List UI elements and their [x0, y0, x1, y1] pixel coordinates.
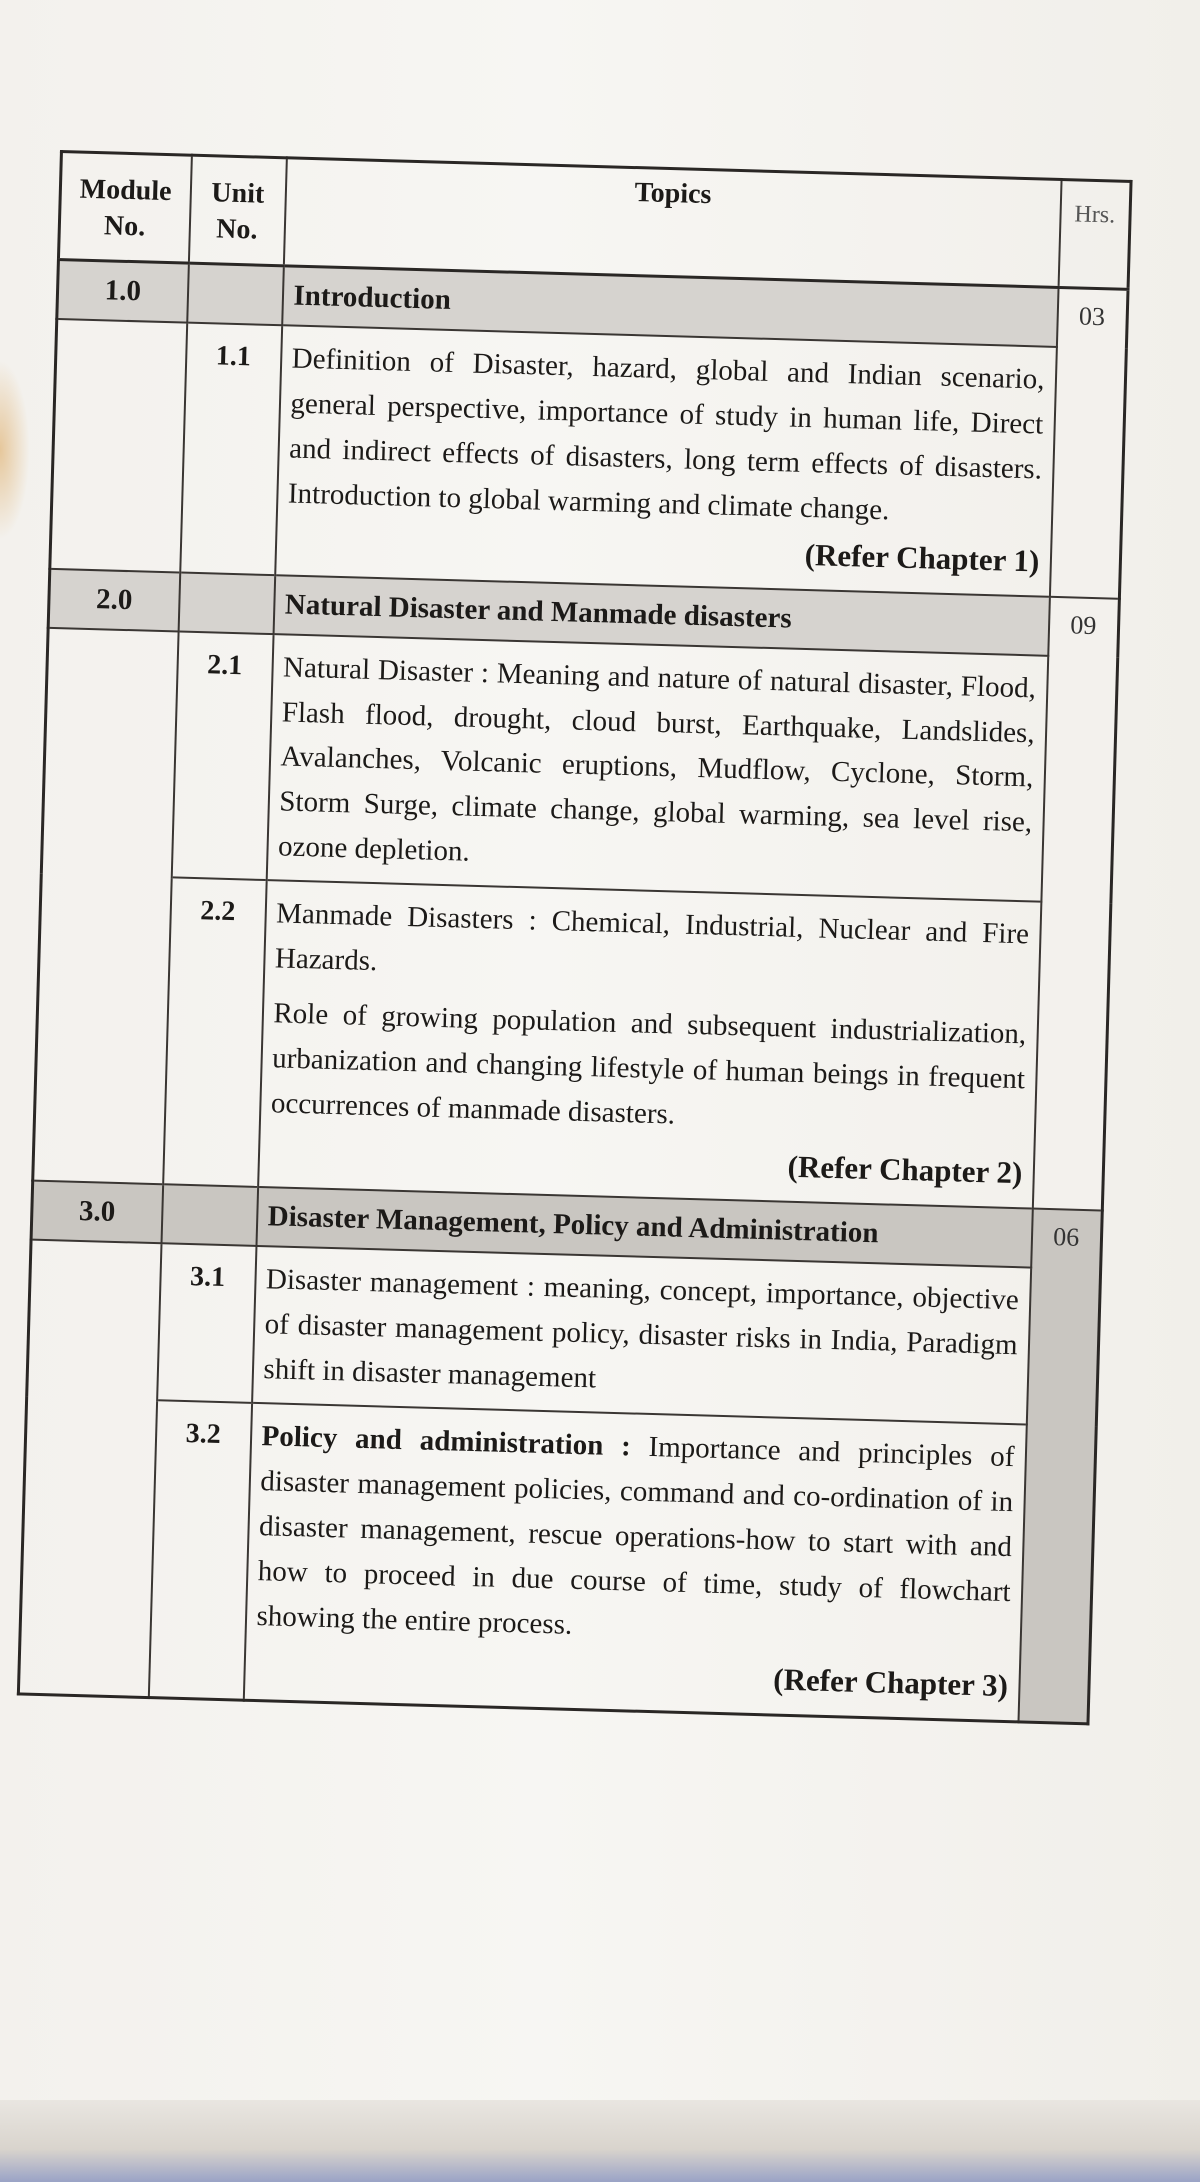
unit-number: 3.2 — [148, 1400, 251, 1700]
unit-number: 1.1 — [180, 322, 282, 574]
unit-topic — [275, 325, 1057, 596]
unit-number: 3.1 — [157, 1243, 256, 1402]
module-hours: 06 — [1018, 1209, 1102, 1724]
module-unit-empty — [178, 572, 275, 634]
syllabus-table-wrapper — [17, 150, 1180, 1726]
unit-row-2-2 — [33, 874, 1111, 1210]
module-cell-empty — [50, 319, 187, 572]
chapter-reference: (Refer Chapter 3) — [772, 1661, 1009, 1703]
unit-row-2-1 — [41, 627, 1117, 903]
module-hours: 09 — [1032, 596, 1119, 1210]
unit-row-3-1 — [27, 1240, 1101, 1427]
module-cell-empty — [18, 1396, 156, 1697]
unit-number: 2.1 — [171, 631, 273, 880]
unit-row-3-2 — [18, 1396, 1096, 1723]
unit-topic — [243, 1403, 1026, 1722]
module-number: 2.0 — [48, 568, 180, 631]
unit-row-1-1 — [50, 319, 1127, 599]
unit-topic-lead: Policy and administration : — [261, 1419, 632, 1463]
module-title: Disaster Management, Policy and Administration — [256, 1187, 1032, 1268]
header-module-no: Module No. — [58, 152, 191, 263]
header-topics: Topics — [283, 158, 1061, 287]
module-unit-empty — [187, 263, 284, 325]
header-hrs: Hrs. — [1058, 179, 1131, 289]
header-unit-no: Unit No. — [188, 155, 286, 265]
unit-topic-text-2: Role of growing population and subsequent industrialization, urbanization and changing lifestyle of human beings in frequent occurrences of manmade disasters. — [270, 997, 1027, 1131]
unit-topic: Natural Disaster : Meaning and nature of natural disaster, Flood, Flash flood, drought, cloud burst, Earthquake, Landslides, Avalanches, Volcanic eruptions, Mudflow, Cyclone, Storm, Storm Surge, climate change, global warming, sea level rise, ozone depletion. — [266, 634, 1048, 902]
module-cell-empty — [41, 627, 178, 877]
module-title: Natural Disaster and Manmade disasters — [273, 575, 1049, 656]
unit-number: 2.2 — [163, 878, 267, 1187]
module-hours: 03 — [1049, 287, 1128, 598]
page-edge-smudge — [0, 360, 30, 540]
module-title: Introduction — [282, 266, 1058, 347]
unit-topic-text: Definition of Disaster, hazard, global and Indian scenario, general perspective, importance of study in human life, Direct and indirect effects of disasters, long term effects of disasters. Introduction to global warming and climate change. — [287, 342, 1045, 526]
module-cell-empty — [27, 1240, 161, 1400]
chapter-reference: (Refer Chapter 1) — [804, 536, 1040, 579]
unit-topic: Disaster management : meaning, concept, importance, objective of disaster management policy, disaster risks in India, Paradigm shift in disaster management — [252, 1246, 1031, 1424]
unit-topic-text: Manmade Disasters : Chemical, Industrial, Nuclear and Fire Hazards. — [274, 897, 1030, 978]
module-cell-empty — [33, 874, 172, 1184]
unit-topic-text: Importance and principles of disaster management policies, command and co-ordination of in disaster management, rescue operations-how to start with and how to proceed in due course of time, study of flowchart showing the entire process. — [256, 1430, 1015, 1641]
page-bottom-shadow — [0, 2100, 1200, 2182]
syllabus-table — [17, 150, 1133, 1725]
module-number: 3.0 — [31, 1181, 163, 1244]
module-unit-empty — [161, 1184, 258, 1246]
chapter-reference: (Refer Chapter 2) — [787, 1148, 1023, 1191]
module-number: 1.0 — [57, 259, 189, 322]
unit-topic — [258, 880, 1041, 1208]
